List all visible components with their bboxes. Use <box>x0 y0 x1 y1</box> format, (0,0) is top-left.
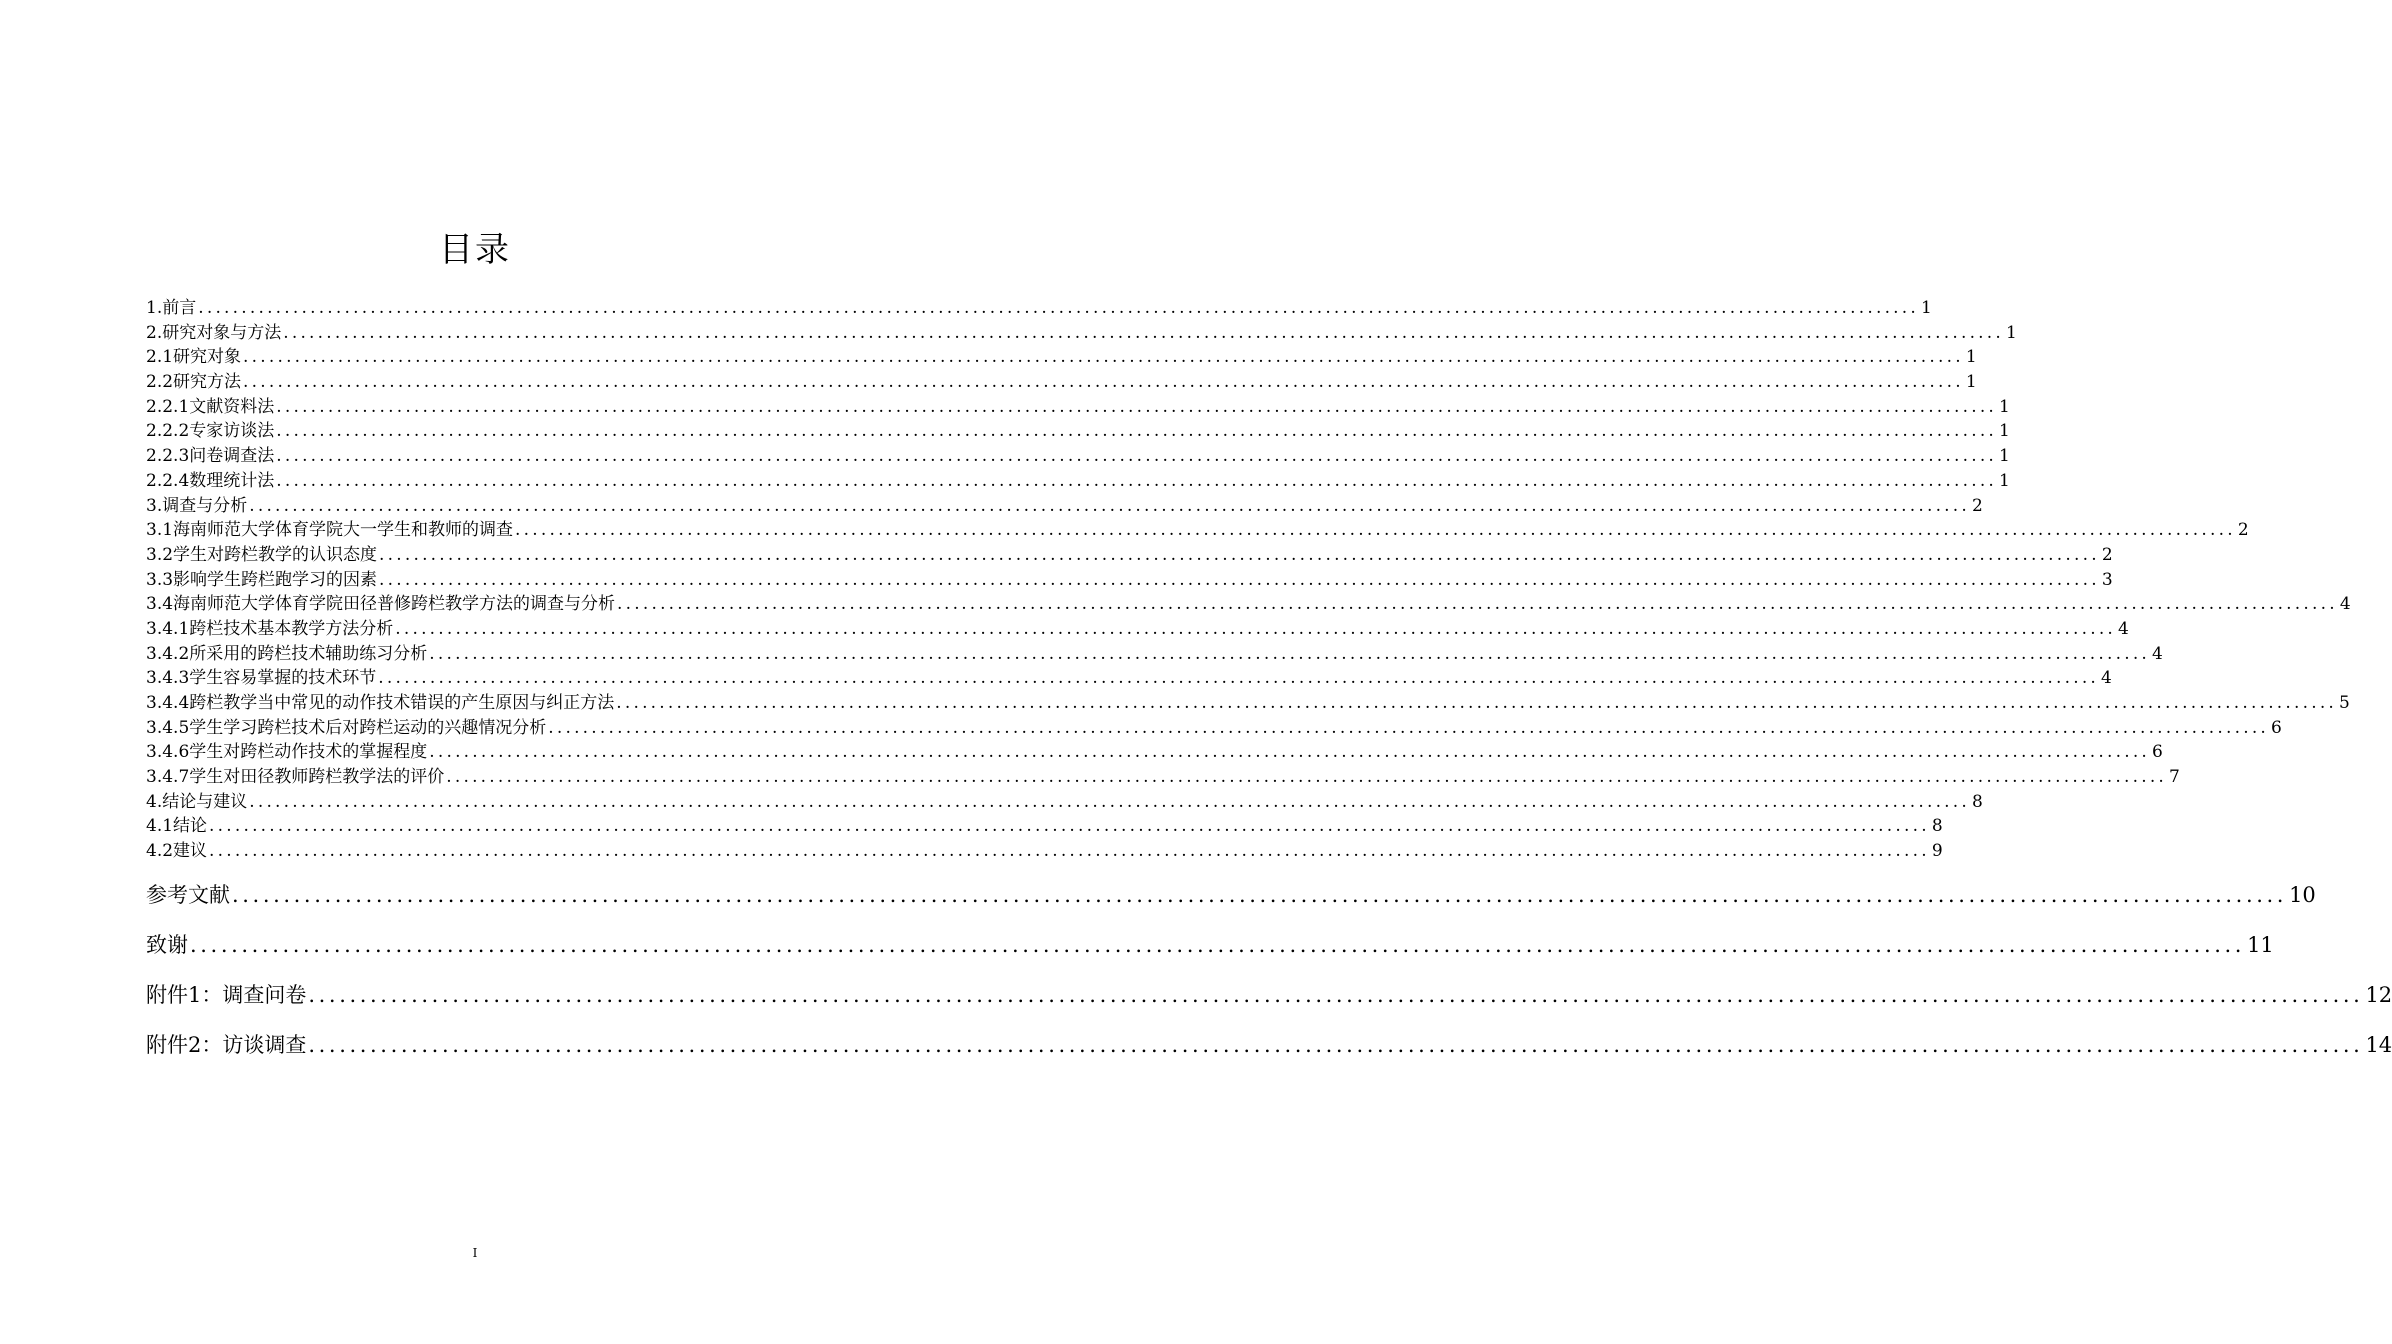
toc-entry[interactable] <box>146 568 2113 593</box>
toc-entry[interactable] <box>146 970 2392 1020</box>
toc-entry-page: 1 <box>1999 396 2010 417</box>
toc-entry[interactable] <box>146 444 2010 469</box>
toc-dot-leader: ........................................................................................................................................................................................................ <box>308 1032 2364 1057</box>
toc-section-list <box>146 296 2351 864</box>
toc-entry-label: 2.1研究对象 <box>146 347 242 368</box>
toc-entry-label: 2.2研究方法 <box>146 372 242 393</box>
toc-entry-page: 6 <box>2152 742 2163 763</box>
toc-dot-leader: ........................................................................................................................................................................................................ <box>617 594 2338 615</box>
toc-entry[interactable] <box>146 370 1977 395</box>
toc-entry[interactable] <box>146 1020 2392 1070</box>
toc-entry[interactable] <box>146 765 2180 790</box>
toc-entry-page: 11 <box>2247 932 2274 957</box>
toc-entry-page: 4 <box>2101 668 2112 689</box>
toc-dot-leader: ........................................................................................................................................................................................................ <box>209 816 1930 837</box>
toc-entry-label: 2.2.1文献资料法 <box>146 396 275 417</box>
toc-entry-page: 6 <box>2271 717 2282 738</box>
toc-entry[interactable] <box>146 419 2010 444</box>
toc-entry[interactable] <box>146 543 2113 568</box>
toc-entry-page: 2 <box>2237 520 2249 541</box>
toc-entry-page: 9 <box>1931 841 1943 862</box>
toc-dot-leader: ........................................................................................................................................................................................................ <box>276 470 1998 491</box>
toc-entry-label: 参考文献 <box>146 882 230 907</box>
toc-dot-leader: ........................................................................................................................................................................................................ <box>249 791 1970 812</box>
toc-entry[interactable] <box>146 870 2316 920</box>
toc-entry-label: 3.3影响学生跨栏跑学习的因素 <box>146 569 378 590</box>
toc-entry-label: 3.4海南师范大学体育学院田径普修跨栏教学方法的调查与分析 <box>146 594 616 615</box>
toc-entry[interactable] <box>146 740 2163 765</box>
toc-entry[interactable] <box>146 790 1983 815</box>
toc-entry-page: 1 <box>1999 446 2010 467</box>
toc-dot-leader: ........................................................................................................................................................................................................ <box>379 544 2100 565</box>
toc-dot-leader: ........................................................................................................................................................................................................ <box>616 693 2338 713</box>
toc-entry-page: 5 <box>2339 693 2350 713</box>
toc-appendix-list <box>146 870 2392 1070</box>
toc-entry-label: 2.研究对象与方法 <box>146 322 282 343</box>
toc-title: 目录 <box>439 230 511 270</box>
toc-entry-page: 8 <box>1931 816 1943 837</box>
toc-dot-leader: ........................................................................................................................................................................................................ <box>198 298 1919 318</box>
toc-entry[interactable] <box>146 839 1943 864</box>
toc-entry[interactable] <box>146 642 2163 667</box>
toc-entry-label: 3.4.6学生对跨栏动作技术的掌握程度 <box>146 742 428 763</box>
toc-dot-leader: ........................................................................................................................................................................................................ <box>209 841 1930 862</box>
page-number: I <box>472 1246 478 1260</box>
toc-dot-leader: ........................................................................................................................................................................................................ <box>446 767 2168 788</box>
toc-dot-leader: ........................................................................................................................................................................................................ <box>276 421 1998 442</box>
toc-entry-page: 10 <box>2289 882 2316 907</box>
toc-dot-leader: ........................................................................................................................................................................................................ <box>429 742 2151 763</box>
toc-entry-label: 2.2.3问卷调查法 <box>146 446 275 467</box>
toc-dot-leader: ........................................................................................................................................................................................................ <box>276 396 1998 417</box>
toc-dot-leader: ........................................................................................................................................................................................................ <box>243 347 1964 368</box>
toc-entry-page: 12 <box>2365 982 2392 1007</box>
toc-entry-label: 4.2建议 <box>146 841 208 862</box>
toc-entry-page: 4 <box>2152 643 2163 664</box>
toc-dot-leader: ........................................................................................................................................................................................................ <box>190 932 2246 957</box>
toc-entry-label: 3.4.2所采用的跨栏技术辅助练习分析 <box>146 643 428 664</box>
toc-dot-leader: ........................................................................................................................................................................................................ <box>232 882 2288 907</box>
toc-entry-label: 4.结论与建议 <box>146 791 248 812</box>
toc-entry[interactable] <box>146 395 2010 420</box>
toc-entry-label: 3.1海南师范大学体育学院大一学生和教师的调查 <box>146 520 514 541</box>
toc-entry-label: 1.前言 <box>146 298 197 318</box>
toc-entry-page: 8 <box>1972 791 1983 812</box>
toc-entry[interactable] <box>146 691 2350 716</box>
toc-entry-label: 3.4.4跨栏教学当中常见的动作技术错误的产生原因与纠正方法 <box>146 693 615 713</box>
toc-entry-page: 7 <box>2169 767 2180 788</box>
toc-entry-page: 1 <box>2006 322 2017 343</box>
toc-entry-label: 4.1结论 <box>146 816 208 837</box>
toc-entry-page: 4 <box>2118 618 2129 639</box>
toc-entry[interactable] <box>146 469 2010 494</box>
toc-entry-page: 1 <box>1965 372 1977 393</box>
toc-entry-label: 附件2：访谈调查 <box>146 1032 307 1057</box>
table-of-contents <box>146 296 2392 1070</box>
toc-entry-label: 3.4.5学生学习跨栏技术后对跨栏运动的兴趣情况分析 <box>146 717 547 738</box>
toc-dot-leader: ........................................................................................................................................................................................................ <box>395 618 2117 639</box>
toc-entry-label: 3.调查与分析 <box>146 495 248 516</box>
toc-entry-label: 3.4.7学生对田径教师跨栏教学法的评价 <box>146 767 445 788</box>
toc-entry-label: 3.2学生对跨栏教学的认识态度 <box>146 544 378 565</box>
toc-entry[interactable] <box>146 518 2249 543</box>
toc-dot-leader: ........................................................................................................................................................................................................ <box>378 668 2100 689</box>
toc-entry-label: 附件1：调查问卷 <box>146 982 307 1007</box>
toc-entry[interactable] <box>146 920 2274 970</box>
toc-dot-leader: ........................................................................................................................................................................................................ <box>276 446 1998 467</box>
toc-dot-leader: ........................................................................................................................................................................................................ <box>283 322 2004 343</box>
toc-dot-leader: ........................................................................................................................................................................................................ <box>548 717 2270 738</box>
toc-entry-label: 2.2.4数理统计法 <box>146 470 275 491</box>
toc-entry-page: 3 <box>2101 569 2113 590</box>
toc-dot-leader: ........................................................................................................................................................................................................ <box>243 372 1964 393</box>
toc-dot-leader: ........................................................................................................................................................................................................ <box>379 569 2100 590</box>
toc-dot-leader: ........................................................................................................................................................................................................ <box>308 982 2364 1007</box>
toc-entry-page: 1 <box>1921 298 1932 318</box>
toc-entry-page: 4 <box>2339 594 2351 615</box>
toc-entry[interactable] <box>146 666 2112 691</box>
toc-entry[interactable] <box>146 494 1983 519</box>
toc-entry-page: 2 <box>2101 544 2113 565</box>
toc-entry[interactable] <box>146 321 2017 346</box>
toc-entry-label: 致谢 <box>146 932 188 957</box>
toc-entry-label: 3.4.1跨栏技术基本教学方法分析 <box>146 618 394 639</box>
toc-entry[interactable] <box>146 345 1977 370</box>
toc-entry-label: 2.2.2专家访谈法 <box>146 421 275 442</box>
toc-entry-label: 3.4.3学生容易掌握的技术环节 <box>146 668 377 689</box>
toc-entry-page: 14 <box>2365 1032 2392 1057</box>
toc-entry[interactable] <box>146 814 1943 839</box>
toc-dot-leader: ........................................................................................................................................................................................................ <box>429 643 2151 664</box>
toc-entry[interactable] <box>146 617 2129 642</box>
toc-entry[interactable] <box>146 716 2282 741</box>
toc-dot-leader: ........................................................................................................................................................................................................ <box>249 495 1970 516</box>
toc-entry-page: 1 <box>1965 347 1977 368</box>
toc-entry-page: 1 <box>1999 470 2010 491</box>
toc-dot-leader: ........................................................................................................................................................................................................ <box>515 520 2236 541</box>
toc-entry-page: 1 <box>1999 421 2010 442</box>
toc-entry[interactable] <box>146 296 1932 321</box>
toc-entry[interactable] <box>146 592 2351 617</box>
toc-entry-page: 2 <box>1972 495 1983 516</box>
